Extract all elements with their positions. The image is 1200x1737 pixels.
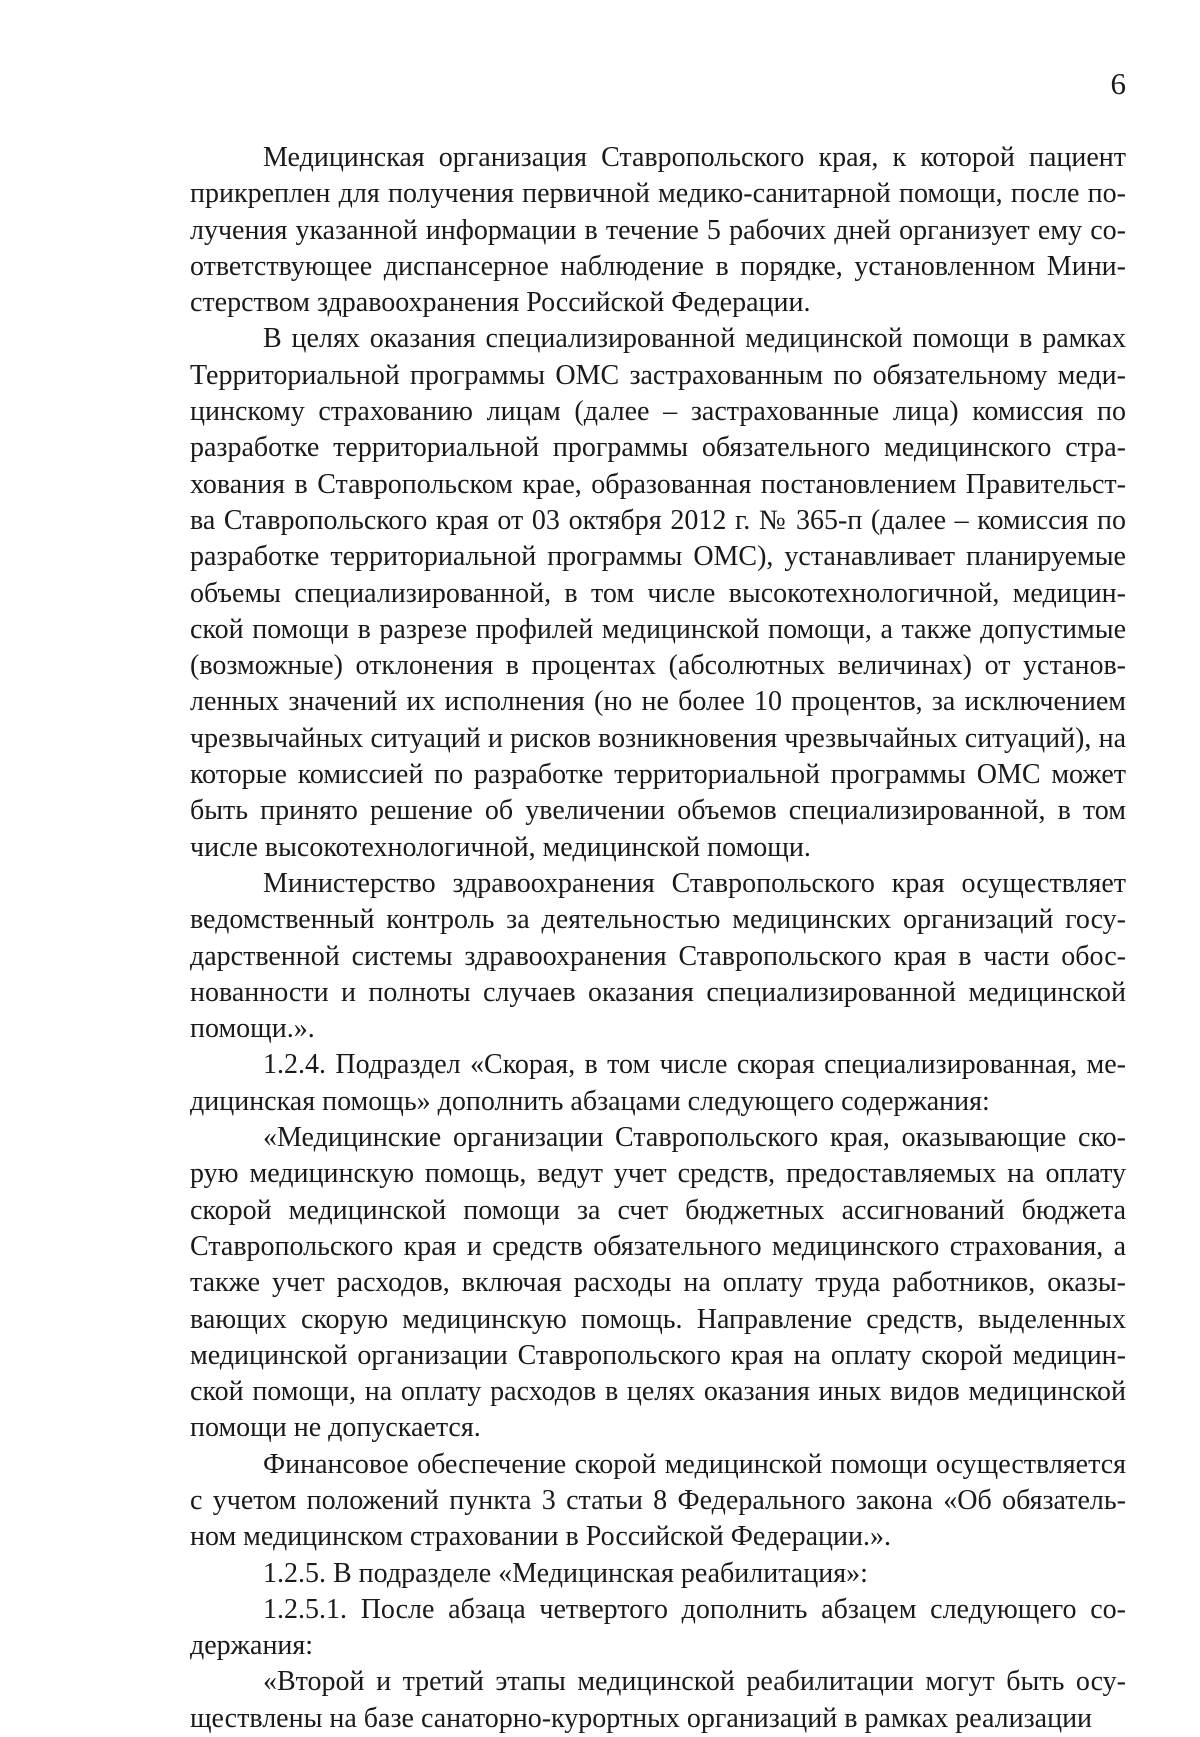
paragraph-ministry-control: Министерство здравоохранения Ставропольского края осуществляет ведомственный контроль за деятельностью медицинских организаций государственной системы здравоохранения Ставропольского края в части обоснованности и полноты случаев оказания специализированной медицинской помощи.».	[190, 867, 1126, 1045]
paragraph-section-1-2-5-1: 1.2.5.1. После абзаца четвертого дополнить абзацем следующего содержания:	[190, 1593, 1126, 1662]
page-number: 6	[1110, 66, 1126, 101]
paragraph-rehabilitation-stages: «Второй и третий этапы медицинской реабилитации могут быть осуществлены на базе санаторно-курортных организаций в рамках реализации	[190, 1666, 1126, 1734]
document-body	[190, 140, 1126, 1737]
paragraph-emergency-care-financing: Финансовое обеспечение скорой медицинской помощи осуществляется с учетом положений пункта 3 статьи 8 Федерального закона «Об обязательном медицинском страховании в Российской Федерации.».	[190, 1448, 1126, 1553]
paragraph-dispensary-observation: Медицинская организация Ставропольского края, к которой пациент прикреплен для получения первичной медико-санитарной помощи, после получения указанной информации в течение 5 рабочих дней организует ему соответствующее диспансерное наблюдение в порядке, установленном Министерством здравоохранения Российской Федерации.	[190, 142, 1126, 319]
paragraph-section-1-2-5: 1.2.5. В подразделе «Медицинская реабилитация»:	[263, 1557, 868, 1589]
paragraph-section-1-2-4: 1.2.4. Подраздел «Скорая, в том числе скорая специализированная, медицинская помощь» дополнить абзацами следующего содержания:	[190, 1049, 1126, 1117]
paragraph-specialized-care-commission: В целях оказания специализированной медицинской помощи в рамках Территориальной программы ОМС застрахованным по обязательному медицинскому страхованию лицам (далее – застрахованные лица) комиссия по разработке территориальной программы обязательного медицинского страхования в Ставропольском крае, образованная постановлением Правительства Ставропольского края от 03 октября 2012 г. № 365-п (далее – комиссия по разработке территориальной программы ОМС), устанавливает планируемые объемы специализированной, в том числе высокотехнологичной, медицинской помощи в разрезе профилей медицинской помощи, а также допустимые (возможные) отклонения в процентах (абсолютных величинах) от установленных значений их исполнения (но не более 10 процентов, за исключением чрезвычайных ситуаций и рисков возникновения чрезвычайных ситуаций), на которые комиссией по разработке территориальной программы ОМС может быть принято решение об увеличении объемов специализированной, в том числе высокотехнологичной, медицинской помощи.	[190, 323, 1126, 863]
paragraph-emergency-care-accounting: «Медицинские организации Ставропольского края, оказывающие скорую медицинскую помощь, ведут учет средств, предоставляемых на оплату скорой медицинской помощи за счет бюджетных ассигнований бюджета Ставропольского края и средств обязательного медицинского страхования, а также учет расходов, включая расходы на оплату труда работников, оказывающих скорую медицинскую помощь. Направление средств, выделенных медицинской организации Ставропольского края на оплату скорой медицинской помощи, на оплату расходов в целях оказания иных видов медицинской помощи не допускается.	[190, 1122, 1126, 1444]
